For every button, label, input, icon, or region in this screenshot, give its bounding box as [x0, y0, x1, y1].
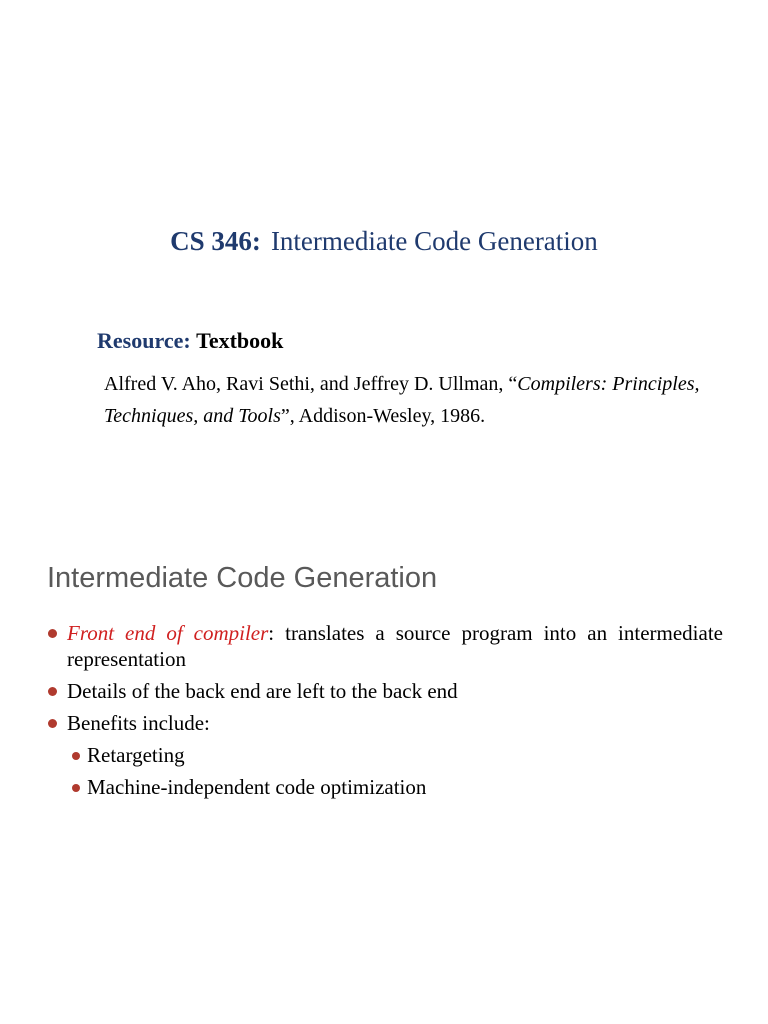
course-code: CS 346:	[170, 226, 261, 256]
sub-bullet-text: Retargeting	[87, 743, 185, 767]
bullet-icon	[48, 629, 57, 638]
resource-line	[97, 328, 283, 354]
bullet-item	[47, 620, 723, 672]
bullet-item	[47, 678, 723, 704]
citation-book-title: Compilers: Principles, Techniques, and Tools	[104, 373, 700, 427]
sub-bullet-text: Machine-independent code optimization	[87, 775, 427, 799]
bullet-list	[47, 620, 723, 806]
sub-bullet-icon	[72, 752, 80, 760]
citation-publisher: ”, Addison-Wesley, 1986.	[280, 405, 486, 427]
bullet-icon	[48, 719, 57, 728]
citation-authors: Alfred V. Aho, Ravi Sethi, and Jeffrey D. Ullman, “	[104, 373, 518, 395]
content-slide	[0, 512, 768, 1024]
bullet-icon	[48, 687, 57, 696]
bullet-text: Details of the back end are left to the back end	[67, 679, 458, 703]
sub-bullet-item	[67, 742, 723, 768]
slide-heading: Intermediate Code Generation	[47, 562, 438, 594]
resource-value: Textbook	[196, 328, 284, 353]
bullet-text: : translates a source program into an intermediate representation	[67, 621, 723, 671]
bullet-text: Benefits include:	[67, 711, 210, 735]
bullet-item	[47, 710, 723, 800]
sub-bullet-icon	[72, 784, 80, 792]
textbook-citation	[104, 368, 704, 432]
course-topic: Intermediate Code Generation	[270, 226, 598, 256]
sub-bullet-list	[67, 742, 723, 800]
sub-bullet-item	[67, 774, 723, 800]
bullet-emphasis: Front end of compiler	[67, 621, 269, 645]
slide-title	[0, 226, 768, 257]
resource-label: Resource:	[97, 328, 191, 353]
